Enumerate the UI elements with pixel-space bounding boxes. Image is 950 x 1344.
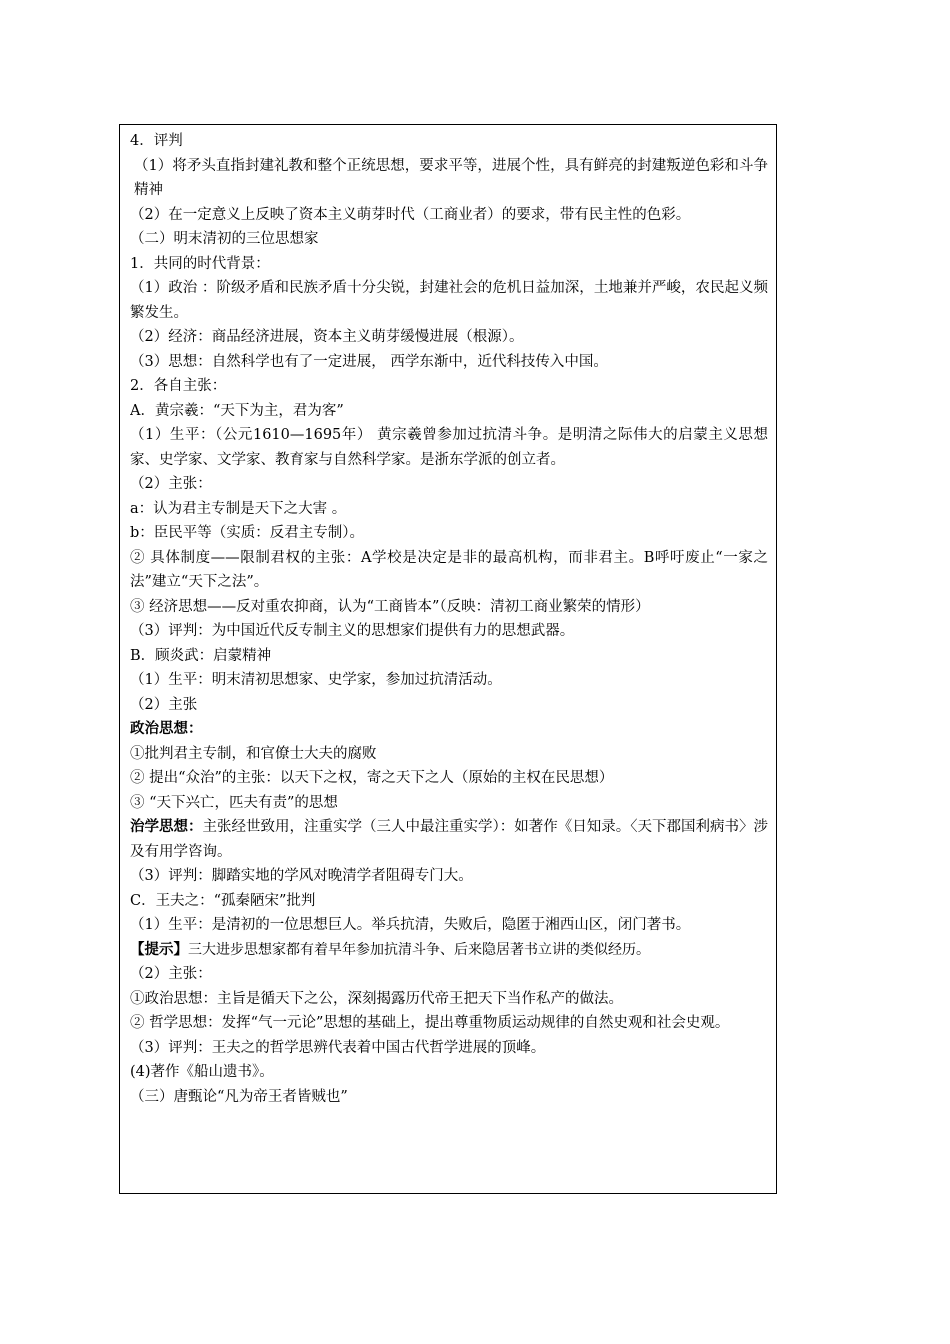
paragraph: ①政治思想：主旨是循天下之公，深刻揭露历代帝王把天下当作私产的做法。 [130, 990, 623, 1007]
document-body [130, 129, 768, 1109]
paragraph: （3）评判：为中国近代反专制主义的思想家们提供有力的思想武器。 [130, 623, 575, 639]
paragraph: （1）生平：是清初的一位思想巨人。举兵抗清，失败后，隐匿于湘西山区，闭门著书。 [130, 917, 691, 933]
section-heading: 2．各自主张： [130, 378, 227, 394]
paragraph: （1）政治 ：阶级矛盾和民族矛盾十分尖锐，封建社会的危机日益加深，土地兼并严峻，农民起义频繁发生。 [130, 280, 768, 321]
tip-text: 三大进步思想家都有着早年参加抗清斗争、后来隐居著书立讲的类似经历。 [188, 941, 650, 958]
paragraph: （3）评判：王夫之的哲学思辨代表着中国古代哲学进展的顶峰。 [130, 1039, 546, 1056]
paragraph: （1）生平：明末清初思想家、史学家，参加过抗清活动。 [130, 672, 502, 688]
paragraph: ② 哲学思想：发挥“气一元论”思想的基础上，提出尊重物质运动规律的自然史观和社会史观。 [130, 1015, 730, 1031]
paragraph: （2）经济：商品经济进展，资本主义萌芽缓慢进展（根源）。 [130, 329, 524, 345]
paragraph: （1）生平：（公元1610—1695年） 黄宗羲曾参加过抗清斗争。是明清之际伟大的启蒙主义思想家、史学家、文学家、教育家与自然科学家。是浙东学派的创立者。 [130, 427, 768, 468]
paragraph: （2）在一定意义上反映了资本主义萌芽时代（工商业者）的要求，带有民主性的色彩。 [130, 206, 691, 223]
section-heading: A．黄宗羲：“天下为主，君为客” [130, 402, 344, 419]
paragraph: ③ 经济思想——反对重农抑商，认为“工商皆本”（反映：清初工商业繁荣的情形） [130, 598, 650, 615]
paragraph: ② 提出“众治”的主张：以天下之权，寄之天下之人（原始的主权在民思想） [130, 770, 614, 786]
paragraph: b：臣民平等（实质：反君主专制）。 [130, 525, 365, 541]
paragraph: ①批判君主专制，和官僚士大夫的腐败 [130, 745, 377, 762]
paragraph: （1）将矛头直指封建礼教和整个正统思想，要求平等，进展个性，具有鲜亮的封建叛逆色彩和斗争精神 [134, 157, 768, 198]
section-heading: 4．评判 [130, 133, 183, 149]
paragraph: (4)著作《船山遗书》。 [130, 1064, 274, 1080]
paragraph: ② 具体制度——限制君权的主张：A学校是决定是非的最高机构，而非君主。B呼吁废止“一家之法”建立“天下之法”。 [130, 549, 768, 590]
section-heading: C．王夫之：“孤秦陋宋”批判 [130, 892, 316, 909]
paragraph: ③ “天下兴亡，匹夫有责”的思想 [130, 794, 338, 811]
paragraph [130, 815, 768, 864]
paragraph: （2）主张： [130, 966, 212, 982]
section-heading: B．顾炎武：启蒙精神 [130, 647, 272, 664]
bold-heading: 政治思想： [130, 720, 203, 737]
tip-label: 【提示】 [130, 940, 188, 958]
paragraph: （2）主张 [130, 696, 198, 713]
section-heading: 1．共同的时代背景： [130, 255, 270, 272]
section-heading: （三）唐甄论“凡为帝王者皆贼也” [130, 1088, 348, 1105]
bold-heading: 治学思想： [130, 818, 203, 835]
content-frame [119, 124, 777, 1194]
paragraph-text: 主张经世致用，注重实学（三人中最注重实学）：如著作《日知录。〈天下郡国利病书〉涉及有用学咨询。 [130, 819, 768, 860]
section-heading: （二）明末清初的三位思想家 [130, 231, 319, 247]
paragraph: a：认为君主专制是天下之大害 。 [130, 500, 347, 517]
paragraph: （3）思想：自然科学也有了一定进展， 西学东渐中，近代科技传入中国。 [130, 353, 608, 370]
tip-paragraph [130, 938, 768, 963]
paragraph: （3）评判：脚踏实地的学风对晚清学者阻碍专门大。 [130, 868, 473, 884]
paragraph: （2）主张： [130, 476, 212, 492]
